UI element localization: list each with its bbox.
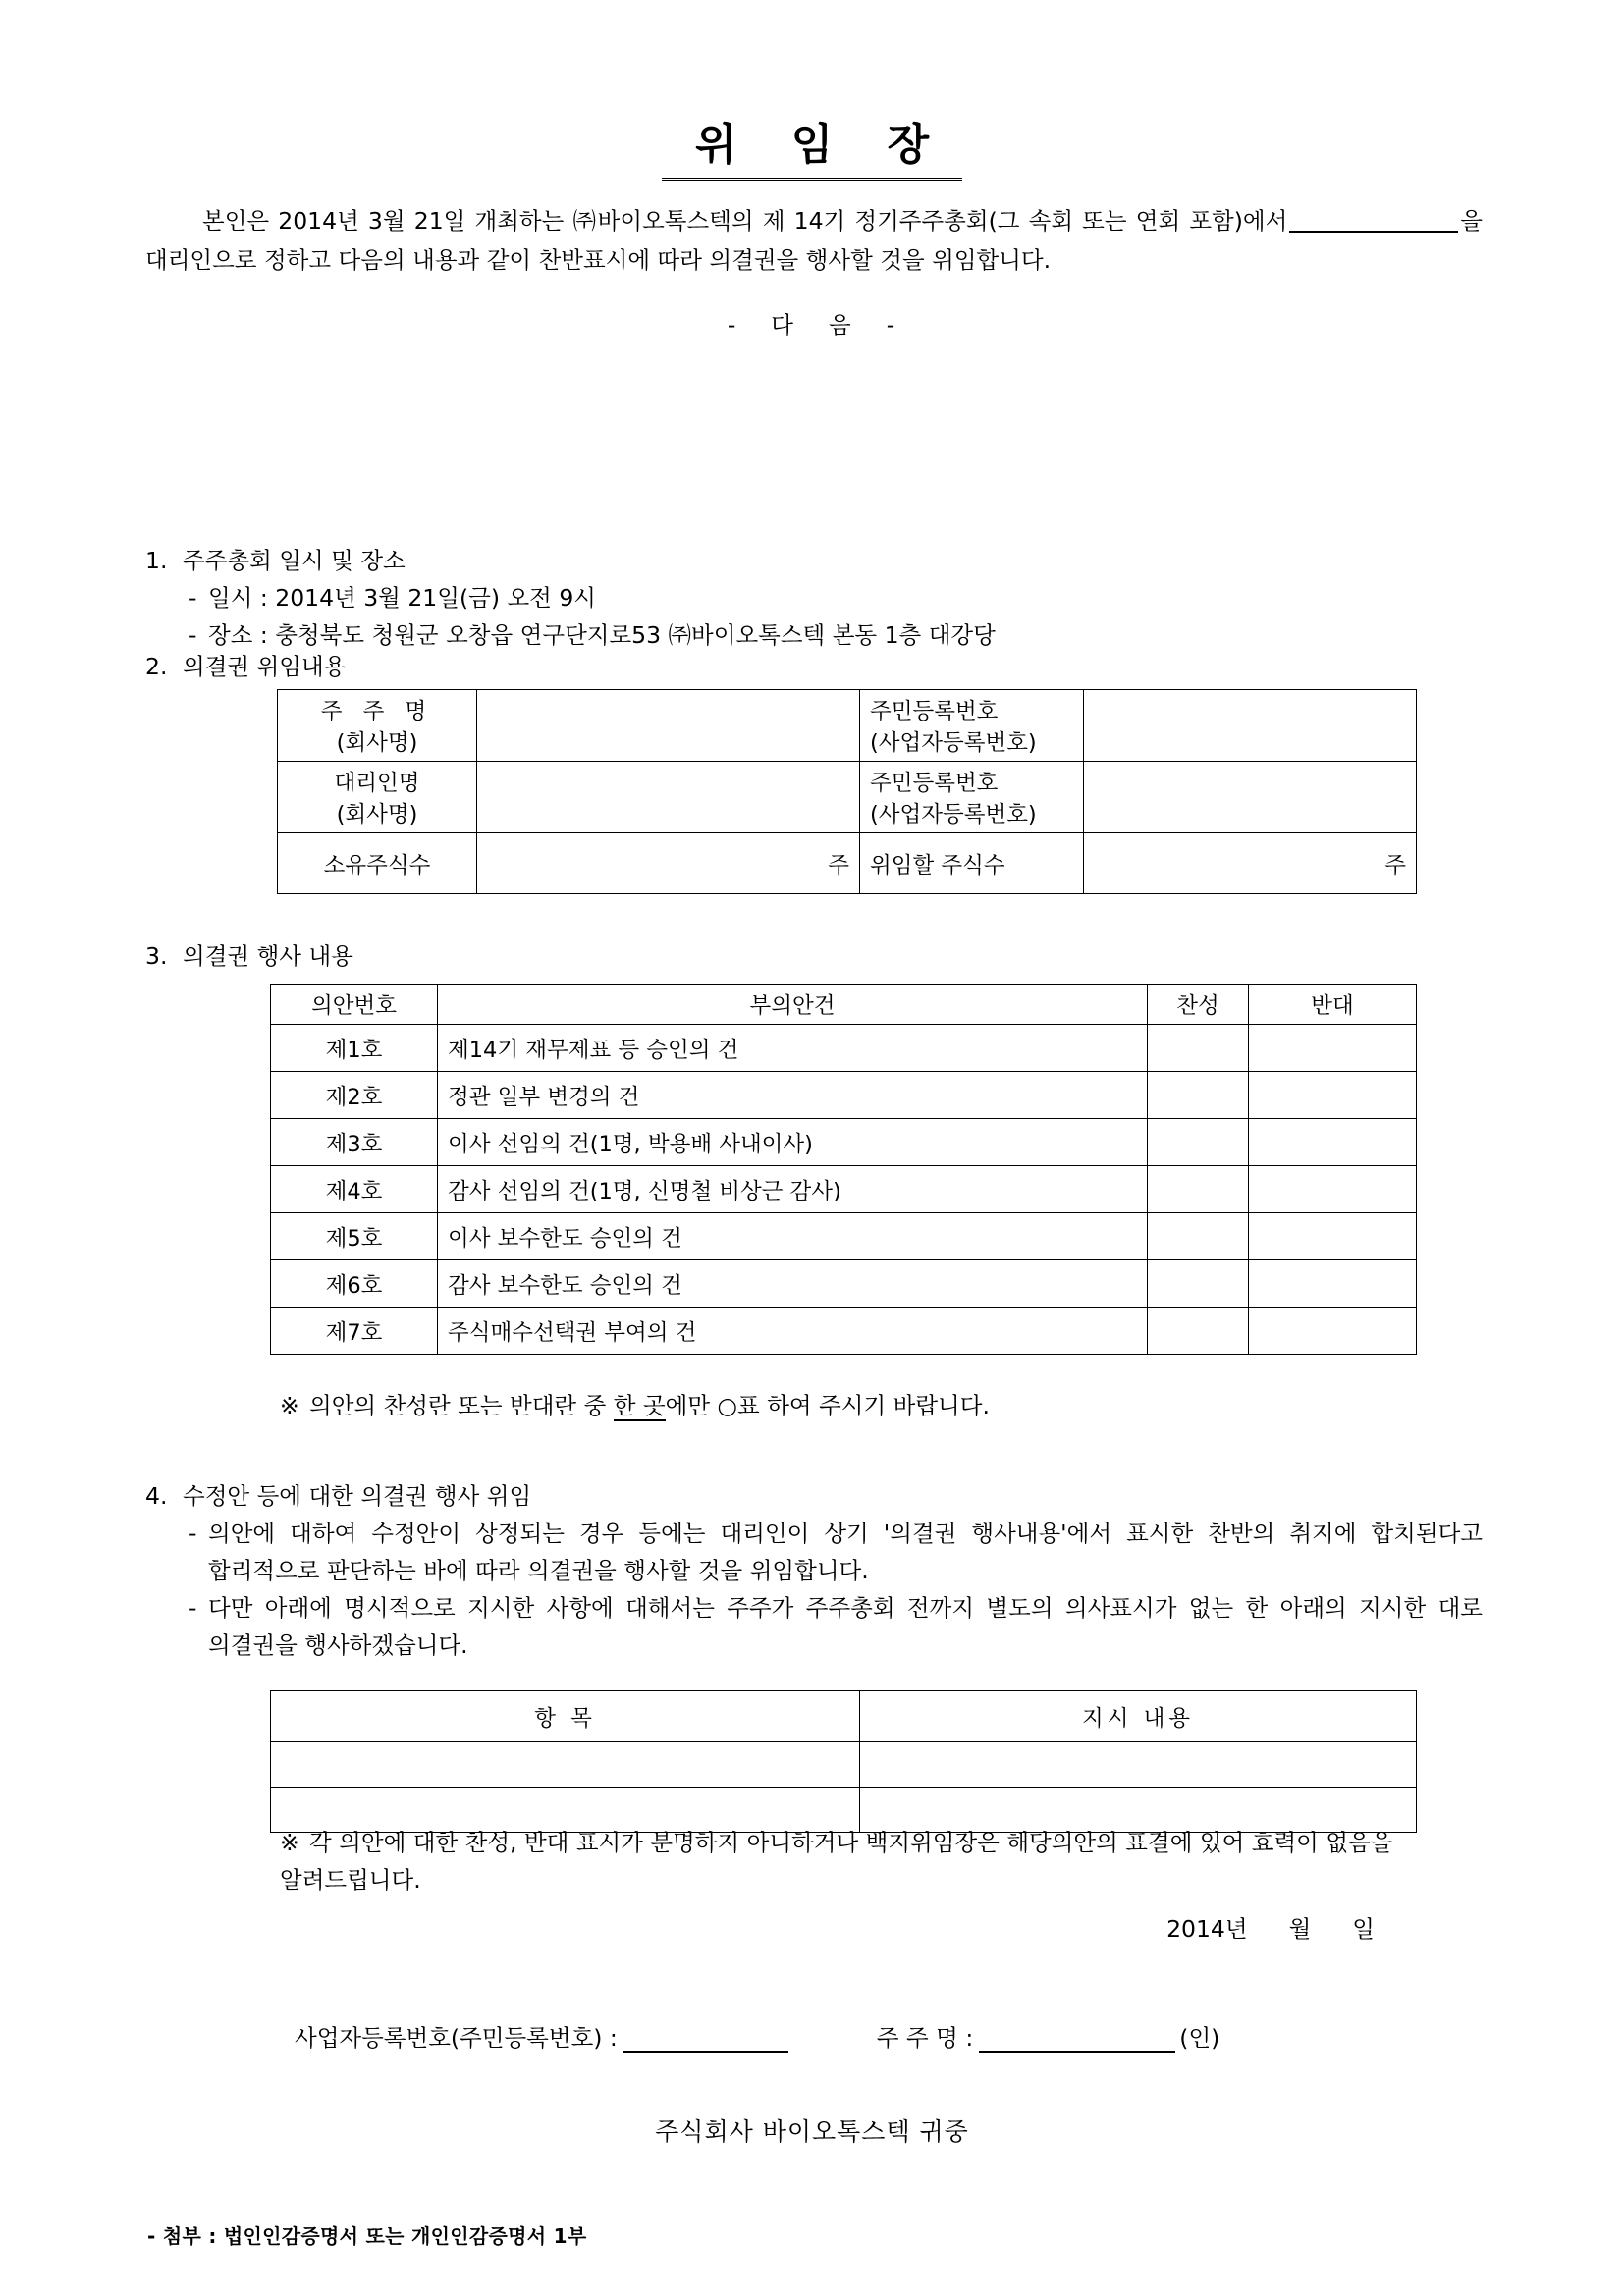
table-row xyxy=(278,690,1417,762)
oppose-checkbox-cell[interactable] xyxy=(1249,1119,1417,1166)
oppose-checkbox-cell[interactable] xyxy=(1249,1166,1417,1213)
seal-mark: (인) xyxy=(1179,2024,1220,2052)
agree-checkbox-cell[interactable] xyxy=(1148,1119,1249,1166)
explicit-instruction-text: 다만 아래에 명시적으로 지시한 사항에 대해서는 주주가 주주총회 전까지 별도의 의사표시가 없는 한 아래의 지시한 대로 의결권을 행사하겠습니다. xyxy=(208,1594,1483,1659)
col-header-oppose: 반대 xyxy=(1249,985,1417,1025)
agenda-item: 주식매수선택권 부여의 건 xyxy=(438,1308,1148,1355)
table-row xyxy=(271,1213,1417,1260)
date-year: 2014년 xyxy=(1166,1915,1248,1943)
daum-right-dash: - xyxy=(886,311,897,339)
col-header-item: 항 목 xyxy=(271,1691,860,1742)
section-2-number: 2. xyxy=(145,653,168,680)
addressee-line: 주식회사 바이오톡스텍 귀중 xyxy=(655,2117,969,2146)
invalid-proxy-note xyxy=(280,1824,1438,1898)
table-row xyxy=(271,1166,1417,1213)
shareholder-name-label-line2: (회사명) xyxy=(336,730,418,756)
owned-shares-label: 소유주식수 xyxy=(278,833,477,894)
delegation-info-table xyxy=(277,689,1417,894)
table-row xyxy=(271,1025,1417,1072)
shareholder-name-sign-label: 주 주 명 : xyxy=(876,2024,974,2052)
date-day: 일 xyxy=(1352,1915,1375,1943)
col-header-agenda-item: 부의안건 xyxy=(438,985,1148,1025)
agree-checkbox-cell[interactable] xyxy=(1148,1166,1249,1213)
oppose-checkbox-cell[interactable] xyxy=(1249,1213,1417,1260)
agenda-item: 정관 일부 변경의 건 xyxy=(438,1072,1148,1119)
section-2-heading xyxy=(145,648,1483,685)
instruction-table-header-row xyxy=(271,1691,1417,1742)
section-3-number: 3. xyxy=(145,942,168,970)
agree-checkbox-cell[interactable] xyxy=(1148,1025,1249,1072)
agenda-no: 제1호 xyxy=(271,1025,438,1072)
meeting-location: 장소 : 충청북도 청원군 오창읍 연구단지로53 ㈜바이오톡스텍 본동 1층 대강당 xyxy=(208,621,996,649)
agenda-note-text-after: 에만 ○표 하여 주시기 바랍니다. xyxy=(665,1392,990,1419)
page-title: 위 임 장 xyxy=(662,120,962,181)
agree-checkbox-cell[interactable] xyxy=(1148,1308,1249,1355)
biz-reg-input[interactable] xyxy=(623,2051,788,2053)
section-1-heading xyxy=(145,542,1483,579)
agenda-no: 제3호 xyxy=(271,1119,438,1166)
col-header-agree: 찬성 xyxy=(1148,985,1249,1025)
section-1-title: 주주총회 일시 및 장소 xyxy=(183,547,406,574)
page-title-container xyxy=(0,120,1624,181)
shareholder-name-label xyxy=(278,690,477,762)
section-4-bullet-1 xyxy=(189,1515,1483,1589)
section-2 xyxy=(145,648,1483,685)
table-row xyxy=(271,1072,1417,1119)
daum-marker xyxy=(0,306,1624,340)
shareholder-name-label-line1: 주 주 명 xyxy=(320,699,434,724)
oppose-checkbox-cell[interactable] xyxy=(1249,1308,1417,1355)
section-1-number: 1. xyxy=(145,547,168,574)
proxy-id-label-line1: 주민등록번호 xyxy=(870,771,999,796)
section-4-heading xyxy=(145,1477,1483,1515)
note-mark-icon: ※ xyxy=(280,1829,299,1856)
agenda-no: 제5호 xyxy=(271,1213,438,1260)
section-1-line-1 xyxy=(189,579,1483,616)
agenda-no: 제6호 xyxy=(271,1260,438,1308)
table-row xyxy=(278,762,1417,833)
agree-checkbox-cell[interactable] xyxy=(1148,1260,1249,1308)
oppose-checkbox-cell[interactable] xyxy=(1249,1260,1417,1308)
agenda-no: 제4호 xyxy=(271,1166,438,1213)
proxy-name-label-line2: (회사명) xyxy=(336,802,418,828)
agenda-item: 이사 선임의 건(1명, 박용배 사내이사) xyxy=(438,1119,1148,1166)
agenda-marking-note xyxy=(280,1387,1458,1424)
daum-word-1: 다 xyxy=(771,311,795,339)
bullet-dash-icon: - xyxy=(189,1520,197,1547)
proxy-name-label-line1: 대리인명 xyxy=(334,771,420,796)
invalid-proxy-note-text: 각 의안에 대한 찬성, 반대 표시가 분명하지 아니하거나 백지위임장은 해당의안의 표결에 있어 효력이 없음을 알려드립니다. xyxy=(280,1829,1393,1894)
oppose-checkbox-cell[interactable] xyxy=(1249,1025,1417,1072)
proxy-id-label-line2: (사업자등록번호) xyxy=(870,802,1037,828)
table-row xyxy=(271,1742,1417,1788)
meeting-datetime: 일시 : 2014년 3월 21일(금) 오전 9시 xyxy=(208,584,596,612)
instruction-table xyxy=(270,1690,1417,1833)
shareholder-id-label-line2: (사업자등록번호) xyxy=(870,730,1037,756)
bullet-dash-icon: - xyxy=(189,584,197,612)
table-row xyxy=(271,1260,1417,1308)
col-header-instruction: 지시 내용 xyxy=(860,1691,1417,1742)
agenda-no: 제2호 xyxy=(271,1072,438,1119)
intro-text-part2: 을 대리인으로 정하고 다음의 내용과 같이 찬반표시에 따라 의결권을 행사할 것을 위임합니다. xyxy=(145,207,1483,274)
note-mark-icon: ※ xyxy=(280,1392,299,1419)
intro-paragraph xyxy=(145,201,1483,280)
shareholder-id-label-line1: 주민등록번호 xyxy=(870,699,999,724)
proxy-name-value[interactable] xyxy=(477,762,860,833)
section-1 xyxy=(145,542,1483,654)
instruction-content-cell[interactable] xyxy=(860,1742,1417,1788)
intro-text-part1: 본인은 2014년 3월 21일 개최하는 ㈜바이오톡스텍의 제 14기 정기주주총회(그 속회 또는 연회 포함)에서 xyxy=(202,207,1288,235)
agree-checkbox-cell[interactable] xyxy=(1148,1072,1249,1119)
section-3-title: 의결권 행사 내용 xyxy=(183,942,353,970)
shareholder-name-value[interactable] xyxy=(477,690,860,762)
proxy-id-value[interactable] xyxy=(1084,762,1417,833)
agenda-item: 감사 선임의 건(1명, 신명철 비상근 감사) xyxy=(438,1166,1148,1213)
signature-date xyxy=(1166,1910,1375,1944)
owned-shares-value-cell[interactable] xyxy=(477,833,860,894)
proxy-name-blank[interactable] xyxy=(1289,231,1458,233)
section-4 xyxy=(145,1477,1483,1664)
owned-shares-unit: 주 xyxy=(828,852,849,879)
attachment-note: - 첨부 : 법인인감증명서 또는 개인인감증명서 1부 xyxy=(147,2224,587,2248)
proxy-id-label xyxy=(860,762,1084,833)
biz-reg-label: 사업자등록번호(주민등록번호) : xyxy=(295,2024,618,2052)
bullet-dash-icon: - xyxy=(189,621,197,649)
oppose-checkbox-cell[interactable] xyxy=(1249,1072,1417,1119)
shareholder-id-label xyxy=(860,690,1084,762)
agenda-table-header-row xyxy=(271,985,1417,1025)
agenda-item: 감사 보수한도 승인의 건 xyxy=(438,1260,1148,1308)
delegated-shares-value-cell[interactable] xyxy=(1084,833,1417,894)
bullet-dash-icon: - xyxy=(189,1594,197,1622)
section-4-number: 4. xyxy=(145,1482,168,1510)
agenda-item: 제14기 재무제표 등 승인의 건 xyxy=(438,1025,1148,1072)
section-3-heading xyxy=(145,937,1483,975)
signature-row xyxy=(295,2019,1404,2053)
agenda-note-underlined: 한 곳 xyxy=(613,1392,666,1419)
table-row xyxy=(271,1119,1417,1166)
shareholder-name-input[interactable] xyxy=(979,2051,1175,2053)
agenda-note-text-before: 의안의 찬성란 또는 반대란 중 xyxy=(309,1392,607,1419)
agree-checkbox-cell[interactable] xyxy=(1148,1213,1249,1260)
amendment-delegation-text: 의안에 대하여 수정안이 상정되는 경우 등에는 대리인이 상기 '의결권 행사내용'에서 표시한 찬반의 취지에 합치된다고 합리적으로 판단하는 바에 따라 의결권을 행사할 것을 위임합니다. xyxy=(208,1520,1483,1584)
agenda-voting-table xyxy=(270,984,1417,1355)
section-4-title: 수정안 등에 대한 의결권 행사 위임 xyxy=(183,1482,532,1510)
table-row xyxy=(278,833,1417,894)
instruction-item-cell[interactable] xyxy=(271,1742,860,1788)
proxy-name-label xyxy=(278,762,477,833)
table-row xyxy=(271,1308,1417,1355)
delegated-shares-unit: 주 xyxy=(1384,852,1406,879)
daum-left-dash: - xyxy=(727,311,738,339)
col-header-agenda-no: 의안번호 xyxy=(271,985,438,1025)
date-month: 월 xyxy=(1288,1915,1312,1943)
section-4-bullet-2 xyxy=(189,1589,1483,1664)
section-3 xyxy=(145,937,1483,975)
daum-word-2: 음 xyxy=(829,311,853,339)
section-2-title: 의결권 위임내용 xyxy=(183,653,347,680)
agenda-no: 제7호 xyxy=(271,1308,438,1355)
delegated-shares-label: 위임할 주식수 xyxy=(860,833,1084,894)
shareholder-id-value[interactable] xyxy=(1084,690,1417,762)
agenda-item: 이사 보수한도 승인의 건 xyxy=(438,1213,1148,1260)
